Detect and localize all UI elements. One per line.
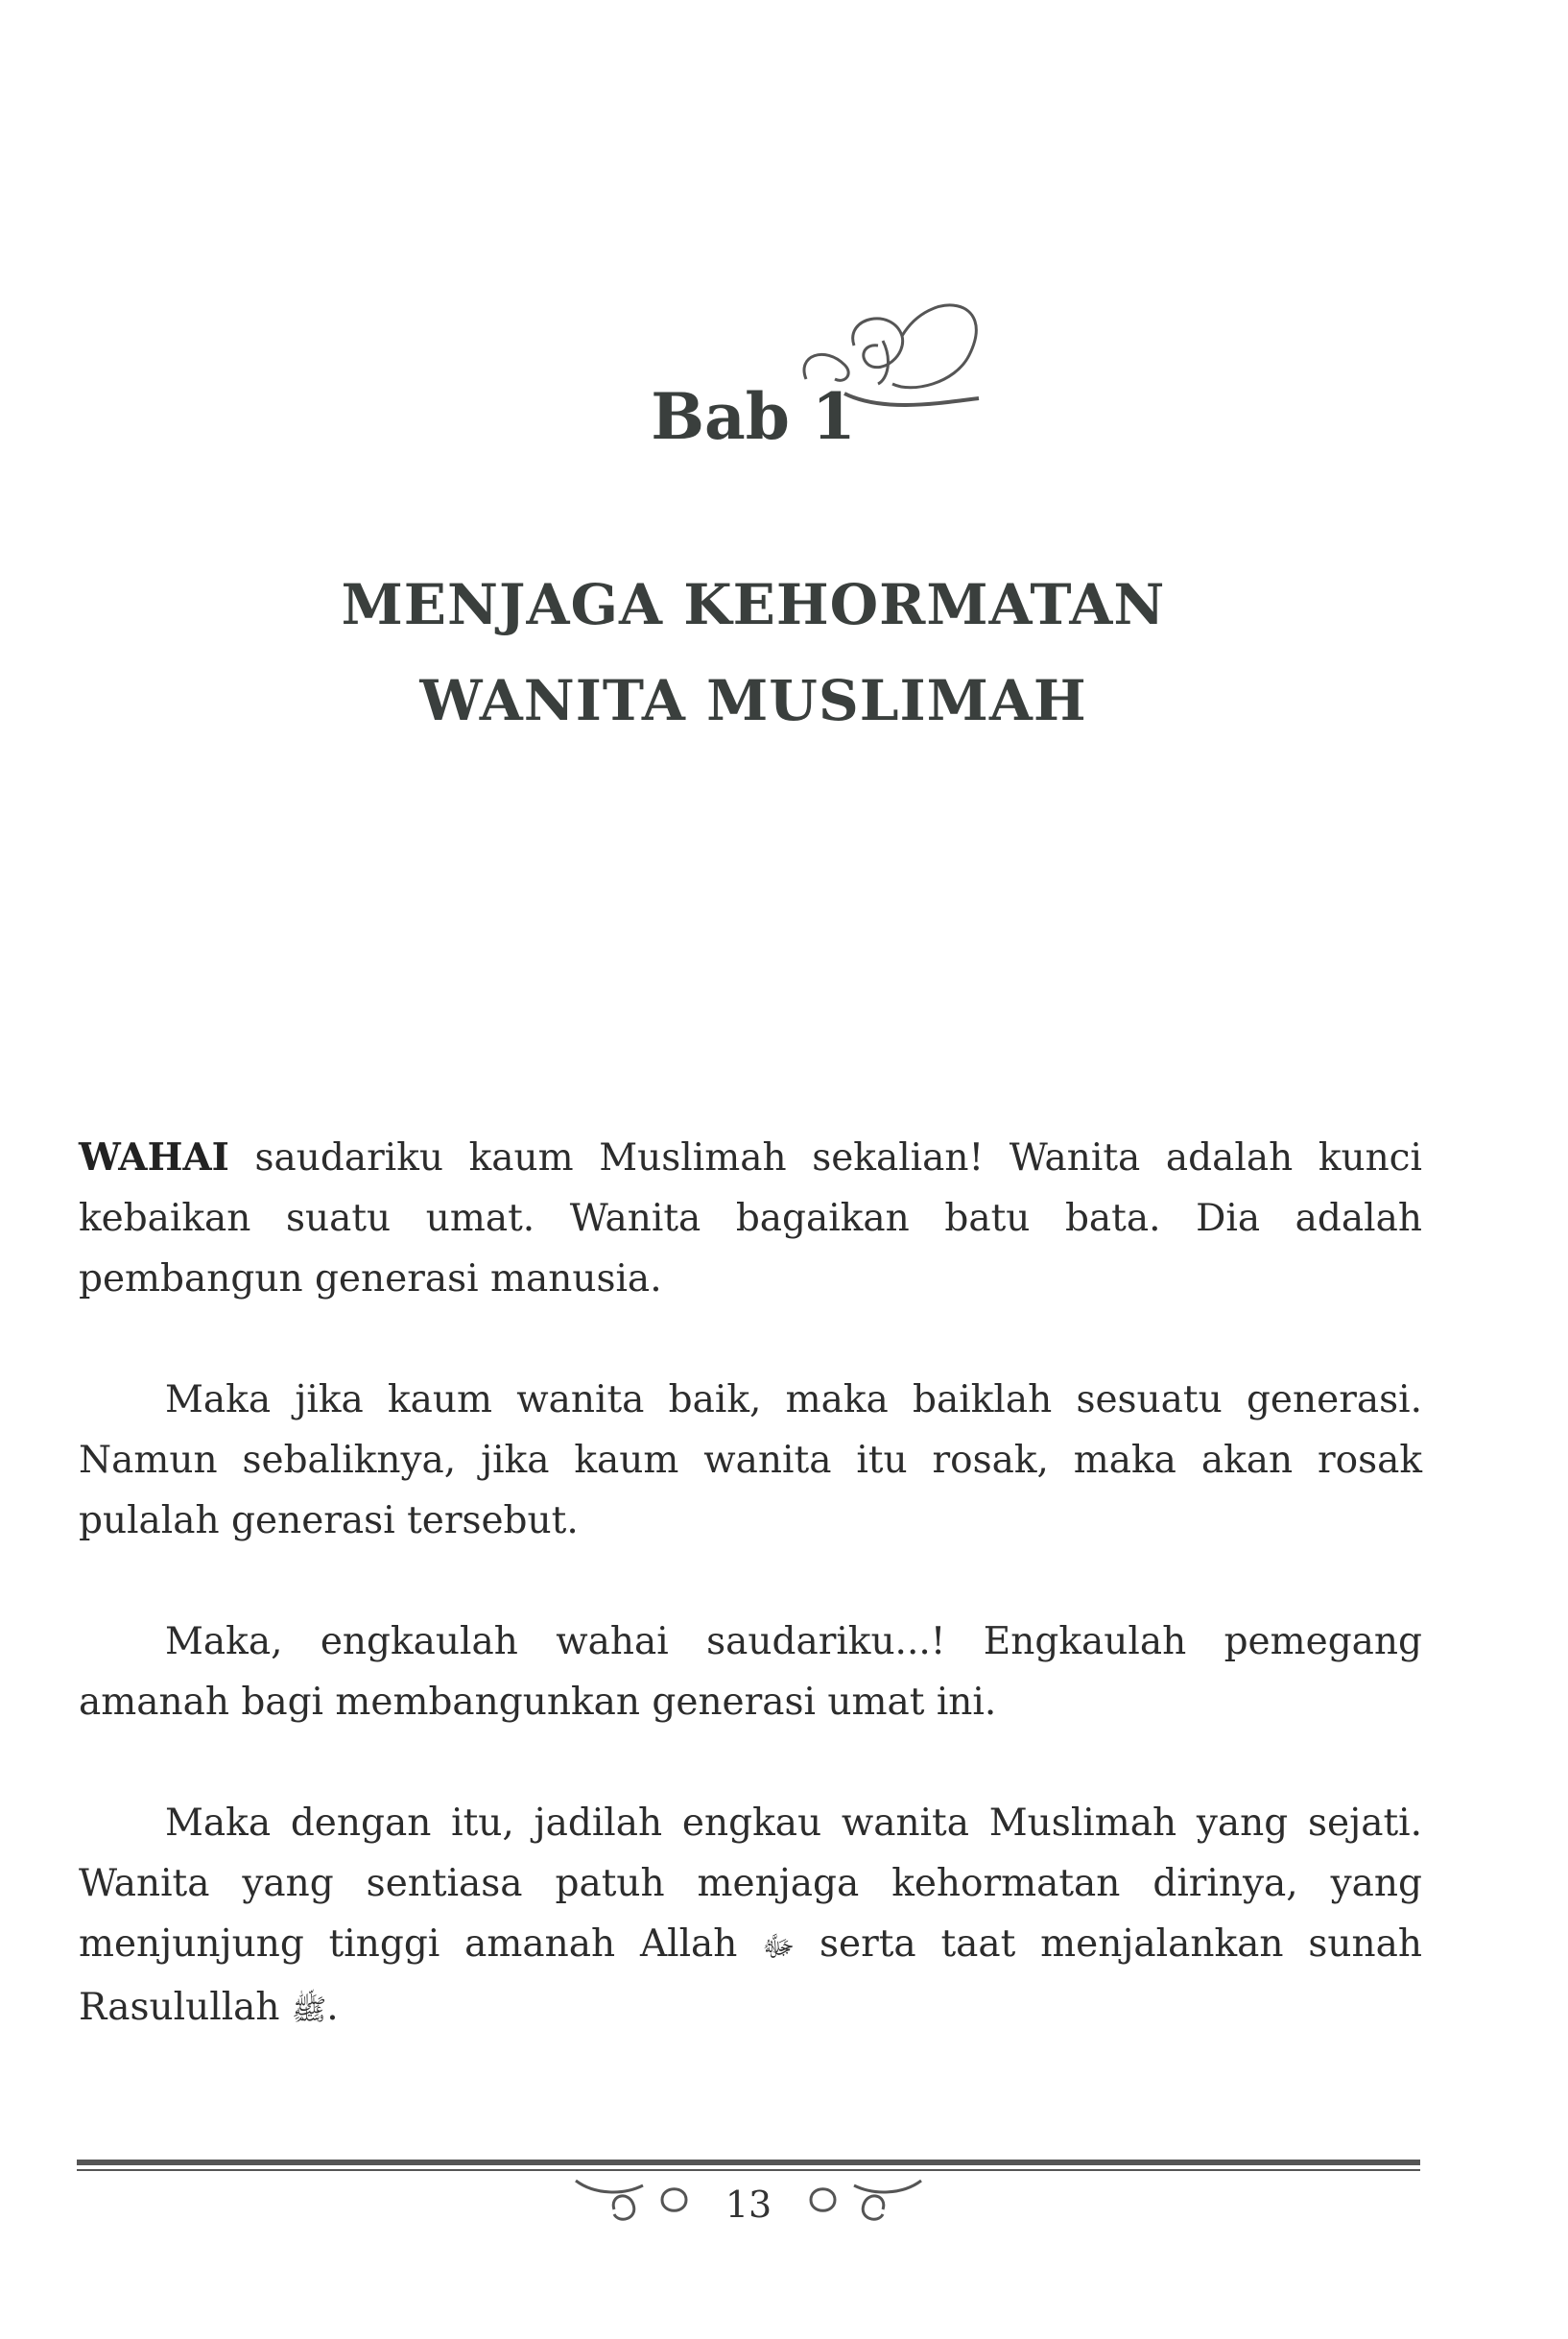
paragraph-3: Maka, engkaulah wahai saudariku...! Engkaulah pemegang amanah bagi membangunkan generasi umat ini. [79, 1620, 1422, 1724]
paragraph-4-text-a: Maka dengan itu, jadilah engkau wanita Muslimah yang sejati. Wanita yang sentiasa patuh menjaga kehormatan dirinya, yang menjunjung tinggi amanah Allah [79, 1802, 1422, 1966]
lead-word: WAHAI [79, 1135, 229, 1180]
chapter-title-line2: WANITA MUSLIMAH [419, 668, 1087, 733]
paragraph-2: Maka jika kaum wanita baik, maka baiklah sesuatu generasi. Namun sebaliknya, jika kaum wanita itu rosak, maka akan rosak pulalah generasi tersebut. [79, 1378, 1422, 1542]
page-number: 13 [725, 2184, 772, 2226]
chapter-title [0, 557, 1507, 749]
paragraph-1-text: saudariku kaum Muslimah sekalian! Wanita adalah kunci kebaikan suatu umat. Wanita bagaikan batu bata. Dia adalah pembangun generasi manusia. [79, 1136, 1422, 1301]
chapter-label: Bab 1 [651, 379, 856, 454]
chapter-title-line1: MENJAGA KEHORMATAN [341, 572, 1166, 637]
footer-rule-thick [77, 2160, 1420, 2165]
body-text [79, 1128, 1422, 2101]
paragraph-4 [79, 1793, 1422, 2041]
prophet-honorific-glyph: ﷺ [291, 1993, 327, 2027]
paragraph-4-text-c: . [326, 1986, 339, 2029]
paragraph-1 [79, 1128, 1422, 1309]
allah-honorific-glyph: ﷻ [762, 1930, 796, 1964]
paragraph-4-text-b: serta taat menjalankan sunah Rasulullah [79, 1922, 1422, 2029]
